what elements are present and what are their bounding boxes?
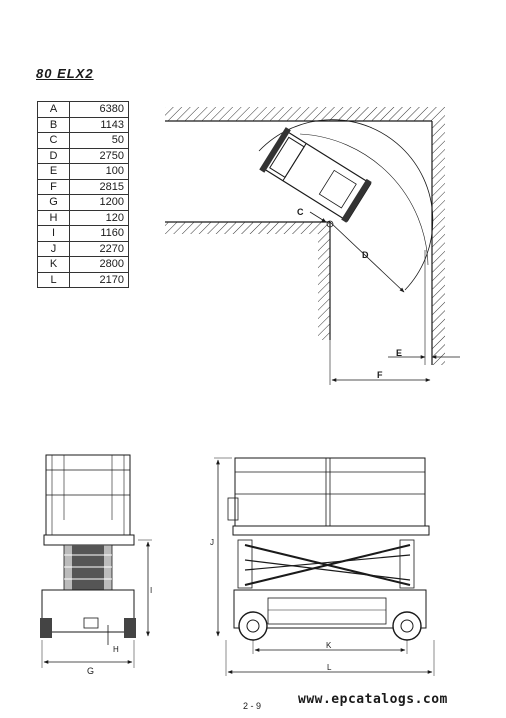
dimension-value: 1200 [70, 195, 129, 211]
dimension-key: L [38, 272, 70, 288]
label-l: L [327, 663, 332, 672]
rear-view [40, 455, 152, 668]
label-f: F [377, 370, 383, 380]
dimension-key: B [38, 117, 70, 133]
dimension-key: E [38, 164, 70, 180]
dimension-key: D [38, 148, 70, 164]
dimension-value: 1160 [70, 226, 129, 242]
label-e: E [396, 348, 403, 358]
label-k: K [326, 641, 332, 650]
page-number: 2 - 9 [243, 701, 262, 711]
website-watermark: www.epcatalogs.com [298, 692, 448, 707]
dimension-value: 2815 [70, 179, 129, 195]
dimension-value: 1143 [70, 117, 129, 133]
dimension-key: A [38, 102, 70, 118]
dimension-key: F [38, 179, 70, 195]
dimension-key: J [38, 241, 70, 257]
dimension-value: 2270 [70, 241, 129, 257]
dimension-key: C [38, 133, 70, 149]
dimension-key: H [38, 210, 70, 226]
dimension-key: I [38, 226, 70, 242]
label-h: H [113, 645, 119, 654]
label-i: I [150, 586, 153, 595]
dimension-value: 2750 [70, 148, 129, 164]
dimension-key: K [38, 257, 70, 273]
model-title: 80 ELX2 [36, 66, 94, 81]
label-d: D [362, 250, 369, 260]
dimension-value: 6380 [70, 102, 129, 118]
label-j: J [210, 538, 214, 547]
dimension-value: 2170 [70, 272, 129, 288]
dimension-value: 2800 [70, 257, 129, 273]
turning-radius-view [165, 107, 460, 385]
label-g: G [87, 666, 95, 676]
dimension-key: G [38, 195, 70, 211]
dimension-value: 100 [70, 164, 129, 180]
side-view [214, 458, 434, 676]
label-c: C [297, 207, 304, 217]
dimension-value: 50 [70, 133, 129, 149]
dimension-value: 120 [70, 210, 129, 226]
